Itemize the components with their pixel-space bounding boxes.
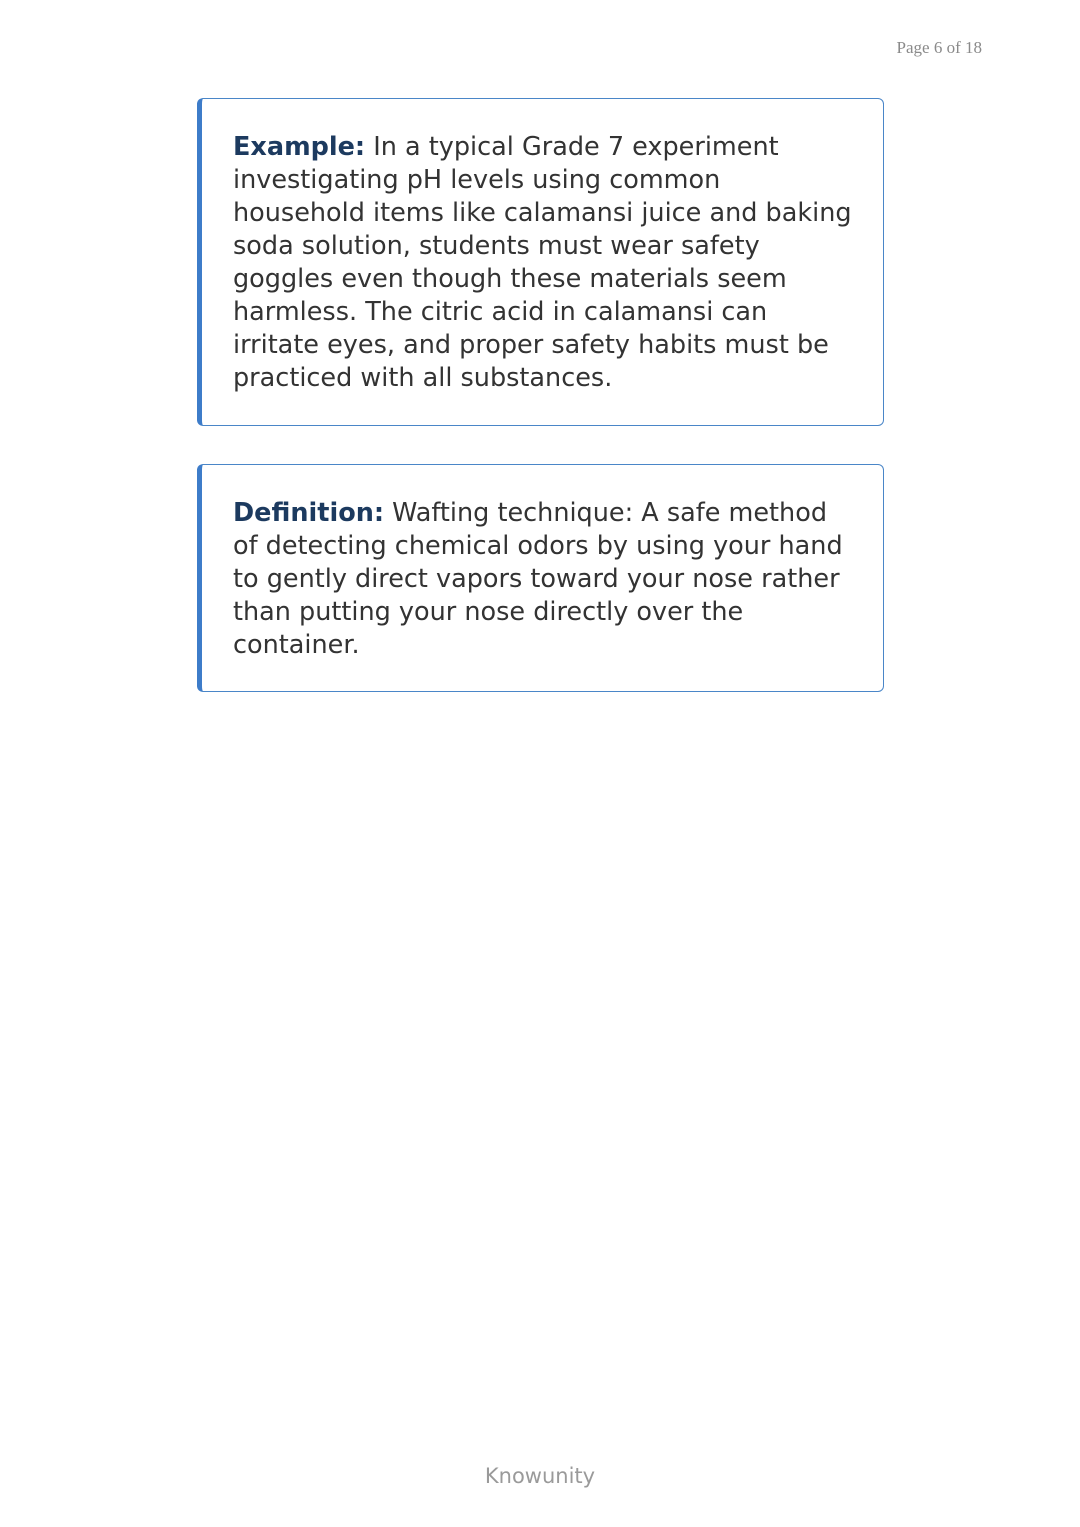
definition-body: Wafting technique: A safe method of detecting chemical odors by using your hand to gently direct vapors toward your nose rather than putting your nose directly over the container. [233,498,843,660]
example-text [233,131,853,395]
example-body: In a typical Grade 7 experiment investigating pH levels using common household items like calamansi juice and baking soda solution, students must wear safety goggles even though these materials seem harmless. The citric acid in calamansi can irritate eyes, and proper safety habits must be practiced with all substances. [233,132,852,393]
example-label: Example: [233,132,366,162]
definition-text [233,497,853,662]
definition-box [197,464,884,692]
page-number: Page 6 of 18 [896,38,982,57]
footer-brand: Knowunity [484,1464,596,1488]
definition-label: Definition: [233,498,385,528]
example-box [197,98,884,426]
